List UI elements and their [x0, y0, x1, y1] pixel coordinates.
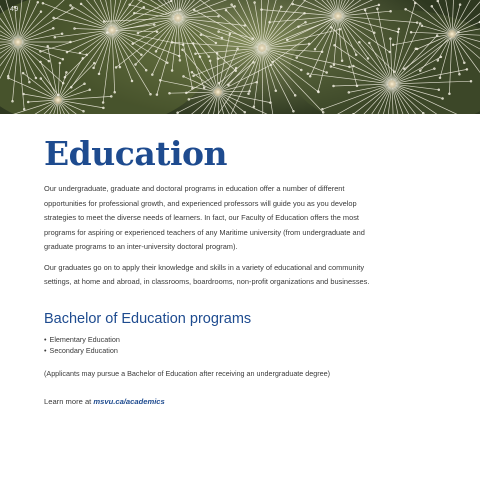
seed-tip [333, 85, 335, 87]
seed-tip [93, 67, 95, 69]
program-list [44, 334, 444, 356]
seed-tip [83, 110, 85, 112]
seed-tip [155, 51, 157, 53]
seed-tip [209, 60, 211, 62]
seed-tip [244, 111, 246, 113]
seed-tip [439, 77, 441, 79]
seed-tip [466, 69, 468, 71]
seed-tip [442, 98, 444, 100]
seed-tip [103, 107, 105, 109]
seed-tip [330, 66, 332, 68]
academics-link[interactable]: msvu.ca/academics [93, 396, 165, 406]
seed-tip [193, 75, 195, 77]
seed-tip [82, 57, 84, 59]
seed-tip [422, 112, 424, 114]
seed-tip [368, 42, 370, 44]
seed-head-core [214, 88, 222, 96]
seed-tip [23, 108, 25, 110]
seed-tip [358, 41, 360, 43]
seed-tip [171, 42, 173, 44]
seed-tip [12, 100, 14, 102]
seed-head-core [54, 96, 62, 104]
seed-tip [309, 75, 311, 77]
seed-tip [145, 69, 147, 71]
page-title: Education [44, 134, 227, 173]
seed-tip [137, 32, 139, 34]
seed-tip [42, 2, 44, 4]
seed-head-core [258, 44, 266, 52]
seed-tip [229, 33, 231, 35]
bachelor-programs-heading: Bachelor of Education programs [44, 310, 252, 327]
seed-tip [166, 62, 168, 64]
seed-tip [270, 102, 272, 104]
seed-head-core [334, 12, 342, 20]
seed-tip [171, 70, 173, 72]
seed-tip [110, 96, 112, 98]
seed-tip [348, 92, 350, 94]
seed-tip [114, 91, 116, 93]
seed-tip [151, 74, 153, 76]
seed-tip [119, 66, 121, 68]
seed-tip [330, 26, 332, 28]
seed-head-core [108, 26, 116, 34]
seed-tip [434, 68, 436, 70]
seed-tip [208, 56, 210, 58]
program-item-elementary: • Elementary Education [44, 334, 444, 345]
seed-tip [317, 91, 319, 93]
seed-tip [234, 6, 236, 8]
learn-more-prefix: Learn more at [44, 396, 92, 406]
seed-tip [256, 81, 258, 83]
seed-tip [293, 110, 295, 112]
seed-tip [40, 11, 42, 13]
seed-tip [405, 8, 407, 10]
seed-tip [419, 70, 421, 72]
seed-tip [355, 54, 357, 56]
seed-head-core [448, 30, 456, 38]
seed-tip [421, 25, 423, 27]
seed-tip [307, 73, 309, 75]
seed-tip [153, 24, 155, 26]
seed-tip [470, 80, 472, 82]
seed-tip [156, 31, 158, 33]
seed-tip [7, 77, 9, 79]
seed-tip [292, 3, 294, 5]
seed-tip [228, 84, 230, 86]
seed-tip [416, 22, 418, 24]
seed-head-core [174, 14, 182, 22]
seed-tip [416, 48, 418, 50]
seed-tip [193, 9, 195, 11]
seed-tip [141, 54, 143, 56]
seed-tip [40, 51, 42, 53]
seed-tip [89, 89, 91, 91]
seed-tip [294, 95, 296, 97]
seed-tip [150, 93, 152, 95]
seed-tip [133, 12, 135, 14]
seed-tip [249, 90, 251, 92]
seed-tip [156, 94, 158, 96]
seed-tip [27, 101, 29, 103]
seed-tip [62, 58, 64, 60]
seed-tip [183, 76, 185, 78]
seed-tip [389, 51, 391, 53]
seed-tip [74, 28, 76, 30]
seed-tip [53, 17, 55, 19]
seed-tip [463, 62, 465, 64]
seed-tip [129, 4, 131, 6]
seed-tip [192, 43, 194, 45]
seed-tip [298, 26, 300, 28]
seed-tip [269, 21, 271, 23]
seed-tip [270, 64, 272, 66]
page-number: 49 [10, 6, 19, 13]
seed-tip [333, 64, 335, 66]
learn-more-line [44, 396, 444, 407]
seed-tip [225, 9, 227, 11]
seed-tip [349, 66, 351, 68]
program-item-secondary: • Secondary Education [44, 345, 444, 356]
seed-tip [191, 71, 193, 73]
seed-tip [403, 68, 405, 70]
seed-tip [132, 43, 134, 45]
seed-tip [159, 79, 161, 81]
seed-tip [437, 60, 439, 62]
seed-tip [334, 44, 336, 46]
seed-tip [235, 67, 237, 69]
seed-tip [378, 4, 380, 6]
seed-tip [203, 87, 205, 89]
seed-tip [364, 9, 366, 11]
seed-tip [52, 27, 54, 29]
seed-tip [286, 39, 288, 41]
admission-note: (Applicants may pursue a Bachelor of Education after receiving an undergraduate degree) [44, 368, 331, 378]
seed-tip [449, 93, 451, 95]
seed-tip [437, 0, 439, 2]
seed-tip [135, 64, 137, 66]
seed-tip [103, 21, 105, 23]
seed-tip [169, 92, 171, 94]
seed-tip [179, 60, 181, 62]
seed-tip [84, 83, 86, 85]
seed-tip [296, 57, 298, 59]
seed-tip [436, 35, 438, 37]
seed-tip [102, 102, 104, 104]
seed-tip [253, 61, 255, 63]
seed-tip [253, 106, 255, 108]
seed-tip [322, 112, 324, 114]
seed-tip [182, 49, 184, 51]
seed-tip [216, 52, 218, 54]
seed-tip [352, 65, 354, 67]
seed-tip [305, 21, 307, 23]
seed-head-core [14, 38, 22, 46]
seed-tip [248, 93, 250, 95]
seed-tip [195, 53, 197, 55]
seed-tip [280, 6, 282, 8]
seed-tip [98, 73, 100, 75]
seed-tip [300, 69, 302, 71]
seed-tip [218, 15, 220, 17]
seed-tip [115, 67, 117, 69]
seed-tip [79, 52, 81, 54]
dandelion-seed-heads-graphic [0, 0, 480, 114]
seed-tip [143, 6, 145, 8]
seed-tip [377, 8, 379, 10]
seed-tip [80, 3, 82, 5]
seed-tip [188, 99, 190, 101]
seed-tip [390, 10, 392, 12]
seed-tip [29, 81, 31, 83]
seed-tip [353, 113, 355, 114]
seed-tip [23, 93, 25, 95]
hero-image-dandelions [0, 0, 480, 114]
seed-tip [71, 7, 73, 9]
seed-tip [131, 80, 133, 82]
seed-tip [48, 60, 50, 62]
seed-tip [392, 44, 394, 46]
seed-tip [231, 4, 233, 6]
seed-tip [431, 5, 433, 7]
seed-tip [237, 48, 239, 50]
seed-tip [66, 51, 68, 53]
seed-tip [70, 5, 72, 7]
seed-tip [35, 77, 37, 79]
seed-tip [438, 89, 440, 91]
seed-tip [398, 28, 400, 30]
seed-tip [200, 34, 202, 36]
seed-tip [40, 78, 42, 80]
seed-tip [66, 72, 68, 74]
seed-tip [61, 33, 63, 35]
seed-tip [59, 62, 61, 64]
seed-tip [218, 31, 220, 33]
graduates-paragraph: Our graduates go on to apply their knowledge and skills in a variety of educational and community settings, at home and abroad, in classrooms, boardrooms, non-profit organizations and businesses. [44, 262, 370, 286]
seed-tip [54, 36, 56, 38]
seed-tip [390, 38, 392, 40]
seed-tip [47, 45, 49, 47]
main-content [44, 136, 444, 407]
seed-tip [367, 58, 369, 60]
seed-tip [410, 31, 412, 33]
seed-tip [419, 23, 421, 25]
seed-tip [314, 48, 316, 50]
seed-tip [221, 37, 223, 39]
seed-tip [341, 60, 343, 62]
seed-tip [322, 108, 324, 110]
seed-tip [177, 112, 179, 114]
seed-tip [215, 42, 217, 44]
seed-head-core [388, 80, 396, 88]
seed-tip [275, 90, 277, 92]
seed-tip [459, 4, 461, 6]
seed-tip [22, 72, 24, 74]
seed-tip [93, 62, 95, 64]
seed-tip [106, 32, 108, 34]
seed-tip [459, 73, 461, 75]
seed-tip [272, 61, 274, 63]
intro-paragraph: Our undergraduate, graduate and doctoral programs in education offer a number of different opportunities for professional growth, and experienced professors will guide you as you develop strategies to meet the diverse needs of learners. In fact, our Faculty of Education offers the most programs for aspiring or experienced teachers of any Maritime university (from undergraduate and graduate programs to an inter-university doctoral program). [44, 184, 365, 251]
seed-tip [261, 9, 263, 11]
seed-tip [326, 72, 328, 74]
seed-tip [37, 1, 39, 3]
seed-tip [40, 61, 42, 63]
seed-tip [254, 2, 256, 4]
